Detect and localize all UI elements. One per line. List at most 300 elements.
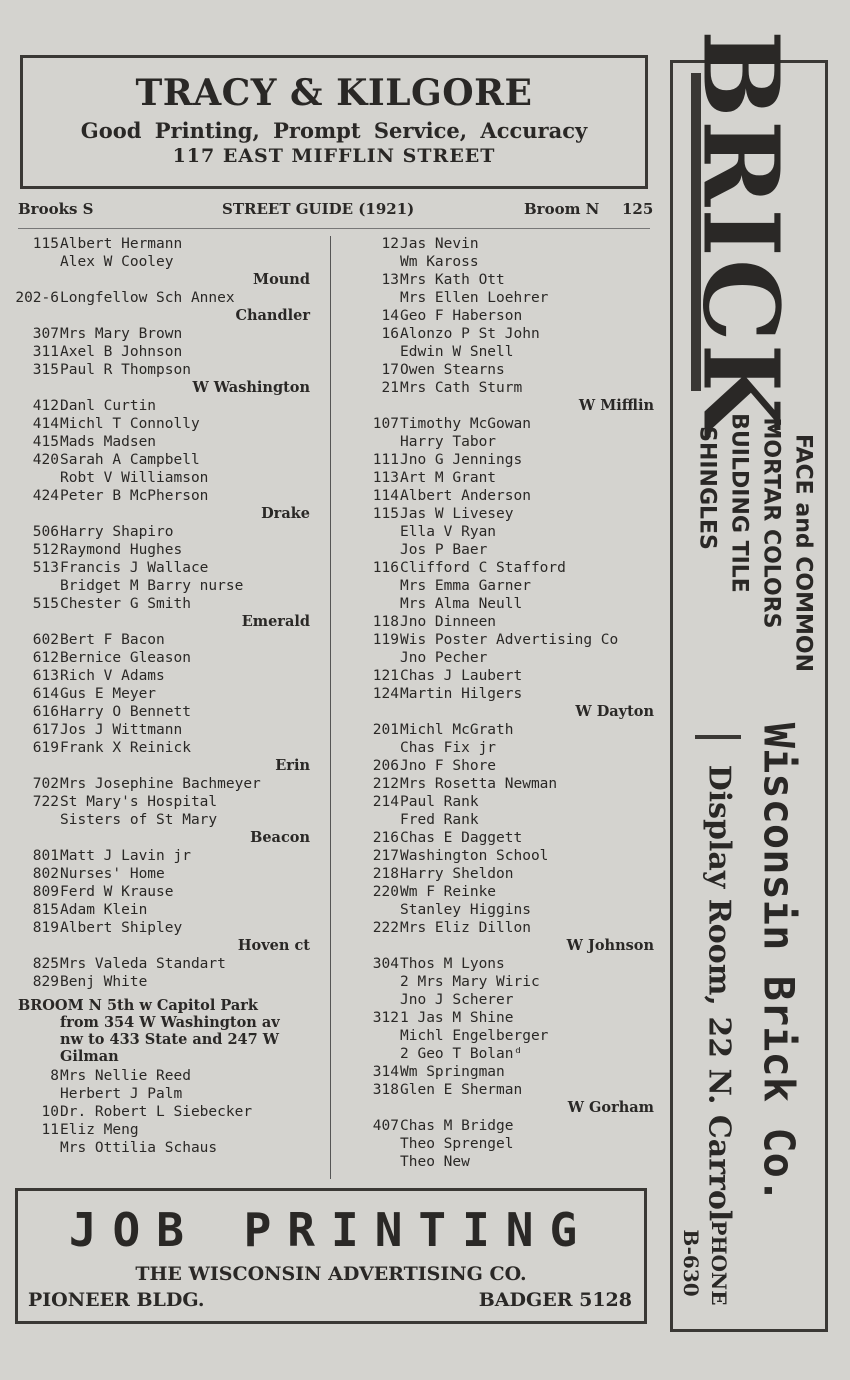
directory-row <box>14 955 310 973</box>
left-list <box>14 235 310 991</box>
directory-row <box>354 757 654 775</box>
directory-row <box>354 235 654 253</box>
resident-name: Wm Kaross <box>400 254 479 270</box>
directory-row <box>354 541 654 559</box>
house-number: 304 <box>372 956 399 972</box>
resident-name: Danl Curtin <box>60 398 157 414</box>
directory-row <box>354 523 654 541</box>
resident-name: Mrs Emma Garner <box>400 578 531 594</box>
house-number: 415 <box>32 434 59 450</box>
resident-name: Ella V Ryan <box>400 524 497 540</box>
resident-name: Sisters of St Mary <box>60 812 218 828</box>
shingles: SHINGLES <box>694 426 720 550</box>
resident-name: 1 Jas M Shine <box>400 1010 514 1026</box>
resident-name: Albert Hermann <box>60 236 183 252</box>
resident-name: Albert Anderson <box>400 488 531 504</box>
directory-row <box>14 775 310 793</box>
directory-row <box>14 1103 310 1121</box>
resident-name: Benj White <box>60 974 148 990</box>
resident-name: Thos M Lyons <box>400 956 505 972</box>
street-heading: Beacon <box>250 829 310 846</box>
house-number: 311 <box>32 344 59 360</box>
broom-entry-line: nw to 433 State and 247 W <box>60 1031 280 1048</box>
directory-row <box>14 1085 310 1103</box>
phone-label: PHONE <box>707 1220 731 1306</box>
brick-heading: BRICK <box>679 29 803 437</box>
resident-name: 2 Mrs Mary Wiric <box>400 974 540 990</box>
house-number: 206 <box>372 758 399 774</box>
directory-row <box>354 721 654 739</box>
house-number: 12 <box>381 236 399 252</box>
house-number <box>354 811 399 829</box>
directory-row <box>14 559 310 577</box>
house-number: 702 <box>32 776 59 792</box>
house-number: 201 <box>372 722 399 738</box>
house-number: 220 <box>372 884 399 900</box>
house-number: 407 <box>372 1118 399 1134</box>
resident-name: Harry O Bennett <box>60 704 191 720</box>
resident-name: Jno G Jennings <box>400 452 523 468</box>
resident-name: Gus E Meyer <box>60 686 157 702</box>
directory-row <box>354 325 654 343</box>
house-number: 111 <box>372 452 399 468</box>
job-printing-ad <box>15 1188 647 1324</box>
house-number: 202-6 <box>15 290 59 306</box>
face-common: FACE and COMMON <box>790 433 816 673</box>
house-number: 819 <box>32 920 59 936</box>
resident-name: Chas Fix jr <box>400 740 497 756</box>
resident-name: Eliz Meng <box>60 1122 139 1138</box>
resident-name: Jos J Wittmann <box>60 722 183 738</box>
street-heading: Mound <box>253 271 310 288</box>
house-number <box>354 1153 399 1171</box>
resident-name: Adam Klein <box>60 902 148 918</box>
directory-row <box>14 811 310 829</box>
street-heading: W Johnson <box>566 937 654 954</box>
house-number: 619 <box>32 740 59 756</box>
resident-name: Bernice Gleason <box>60 650 191 666</box>
resident-name: Owen Stearns <box>400 362 505 378</box>
house-number <box>354 991 399 1009</box>
resident-name: Mrs Ottilia Schaus <box>60 1140 218 1156</box>
directory-row <box>354 901 654 919</box>
directory-row <box>354 1117 654 1135</box>
directory-row <box>14 523 310 541</box>
wisconsin-brick-co: Wisconsin Brick Co. <box>754 722 804 1204</box>
house-number <box>354 289 399 307</box>
resident-name: Jas Nevin <box>400 236 479 252</box>
directory-row <box>14 667 310 685</box>
house-number: 315 <box>32 362 59 378</box>
house-number: 222 <box>372 920 399 936</box>
resident-name: Peter B McPherson <box>60 488 209 504</box>
directory-row <box>14 721 310 739</box>
house-number: 829 <box>32 974 59 990</box>
resident-name: Chas E Daggett <box>400 830 523 846</box>
directory-row <box>354 955 654 973</box>
directory-row <box>354 595 654 613</box>
resident-name: Dr. Robert L Siebecker <box>60 1104 253 1120</box>
house-number: 513 <box>32 560 59 576</box>
resident-name: Jno Pecher <box>400 650 488 666</box>
header-right: Broom N <box>524 200 600 218</box>
header-center: STREET GUIDE (1921) <box>222 200 415 218</box>
street-heading: W Mifflin <box>578 397 654 414</box>
directory-row <box>354 667 654 685</box>
house-number: 515 <box>32 596 59 612</box>
house-number: 314 <box>372 1064 399 1080</box>
directory-row <box>354 253 654 271</box>
house-number <box>354 433 399 451</box>
house-number: 124 <box>372 686 399 702</box>
resident-name: Albert Shipley <box>60 920 183 936</box>
job-printing-title: JOB PRINTING <box>68 1203 594 1257</box>
directory-row <box>354 343 654 361</box>
directory-row <box>354 487 654 505</box>
broom-street-entry <box>14 997 310 1065</box>
directory-row <box>354 505 654 523</box>
house-number <box>354 523 399 541</box>
resident-name: Mrs Eliz Dillon <box>400 920 531 936</box>
house-number <box>354 1027 399 1045</box>
directory-row <box>354 811 654 829</box>
directory-row <box>354 1009 654 1027</box>
resident-name: Matt J Lavin jr <box>60 848 191 864</box>
street-heading: W Dayton <box>575 703 654 720</box>
house-number: 14 <box>381 308 399 324</box>
directory-row <box>354 1045 654 1063</box>
house-number: 801 <box>32 848 59 864</box>
directory-row <box>14 433 310 451</box>
house-number: 424 <box>32 488 59 504</box>
resident-name: Raymond Hughes <box>60 542 183 558</box>
directory-row <box>354 991 654 1009</box>
house-number <box>354 343 399 361</box>
directory-row <box>354 1063 654 1081</box>
display-room: Display Room, 22 N. Carrol <box>701 764 737 1222</box>
ad-title: TRACY & KILGORE <box>135 72 533 114</box>
resident-name: Art M Grant <box>400 470 497 486</box>
house-number: 809 <box>32 884 59 900</box>
directory-row <box>14 487 310 505</box>
house-number <box>354 577 399 595</box>
directory-row <box>14 901 310 919</box>
house-number: 10 <box>41 1104 59 1120</box>
directory-row <box>14 631 310 649</box>
directory-row <box>14 361 310 379</box>
house-number <box>354 253 399 271</box>
mortar-colors: MORTAR COLORS <box>758 417 784 629</box>
house-number <box>354 973 399 991</box>
house-number: 8 <box>50 1068 59 1084</box>
house-number: 612 <box>32 650 59 666</box>
resident-name: Mrs Valeda Standart <box>60 956 226 972</box>
house-number: 815 <box>32 902 59 918</box>
directory-row <box>14 739 310 757</box>
directory-row <box>354 793 654 811</box>
house-number: 217 <box>372 848 399 864</box>
resident-name: Theo Sprengel <box>400 1136 514 1152</box>
directory-row <box>354 559 654 577</box>
resident-name: Jas W Livesey <box>400 506 514 522</box>
house-number <box>354 901 399 919</box>
resident-name: Jno F Shore <box>400 758 497 774</box>
resident-name: Bridget M Barry nurse <box>60 578 244 594</box>
street-heading: W Washington <box>192 379 310 396</box>
house-number: 116 <box>372 560 399 576</box>
resident-name: Mrs Nellie Reed <box>60 1068 191 1084</box>
directory-row <box>354 613 654 631</box>
directory-row <box>354 289 654 307</box>
house-number: 307 <box>32 326 59 342</box>
advertising-company: THE WISCONSIN ADVERTISING CO. <box>135 1263 527 1285</box>
resident-name: Martin Hilgers <box>400 686 523 702</box>
resident-name: Washington School <box>400 848 549 864</box>
house-number: 113 <box>372 470 399 486</box>
house-number: 216 <box>372 830 399 846</box>
badger-phone: BADGER 5128 <box>478 1289 632 1311</box>
resident-name: Chester G Smith <box>60 596 191 612</box>
resident-name: Mads Madsen <box>60 434 157 450</box>
directory-row <box>14 865 310 883</box>
directory-row <box>354 631 654 649</box>
house-number <box>354 739 399 757</box>
house-number <box>14 469 59 487</box>
house-number: 107 <box>372 416 399 432</box>
directory-row <box>354 469 654 487</box>
directory-row <box>14 451 310 469</box>
directory-row <box>14 847 310 865</box>
directory-row <box>14 469 310 487</box>
house-number: 114 <box>372 488 399 504</box>
house-number: 115 <box>372 506 399 522</box>
house-number: 412 <box>32 398 59 414</box>
directory-row <box>354 973 654 991</box>
column-divider <box>330 236 331 1179</box>
header-left: Brooks S <box>18 200 94 218</box>
street-heading: Emerald <box>241 613 310 630</box>
street-heading: Hoven ct <box>237 937 310 954</box>
directory-row <box>354 451 654 469</box>
directory-row <box>354 1153 654 1171</box>
wisconsin-brick-ad <box>670 29 828 1332</box>
resident-name: Sarah A Campbell <box>60 452 200 468</box>
house-number: 118 <box>372 614 399 630</box>
resident-name: Paul Rank <box>400 794 479 810</box>
directory-row <box>354 1027 654 1045</box>
resident-name: Robt V Williamson <box>60 470 209 486</box>
directory-row <box>14 1139 310 1157</box>
directory-row <box>354 829 654 847</box>
resident-name: Nurses' Home <box>60 866 165 882</box>
resident-name: St Mary's Hospital <box>60 794 218 810</box>
resident-name: Geo F Haberson <box>400 308 523 324</box>
directory-row <box>354 577 654 595</box>
house-number: 802 <box>32 866 59 882</box>
resident-name: Fred Rank <box>400 812 479 828</box>
house-number: 212 <box>372 776 399 792</box>
resident-name: Mrs Ellen Loehrer <box>400 290 549 306</box>
house-number: 218 <box>372 866 399 882</box>
street-heading: Erin <box>275 757 310 774</box>
directory-row <box>14 793 310 811</box>
directory-row <box>354 379 654 397</box>
left-column <box>14 235 310 1157</box>
directory-row <box>14 1121 310 1139</box>
house-number: 613 <box>32 668 59 684</box>
resident-name: Mrs Rosetta Newman <box>400 776 558 792</box>
house-number: 11 <box>41 1122 59 1138</box>
directory-row <box>14 595 310 613</box>
directory-row <box>14 289 310 307</box>
directory-row <box>354 649 654 667</box>
street-heading: W Gorham <box>567 1099 654 1116</box>
right-column <box>354 235 654 1171</box>
house-number: 21 <box>381 380 399 396</box>
house-number: 17 <box>381 362 399 378</box>
street-heading: Drake <box>261 505 310 522</box>
directory-row <box>14 1067 310 1085</box>
resident-name: Michl McGrath <box>400 722 514 738</box>
resident-name: Rich V Adams <box>60 668 165 684</box>
resident-name: Ferd W Krause <box>60 884 174 900</box>
house-number: 119 <box>372 632 399 648</box>
directory-row <box>14 649 310 667</box>
directory-row <box>354 433 654 451</box>
directory-row <box>354 685 654 703</box>
directory-row <box>14 883 310 901</box>
resident-name: Timothy McGowan <box>400 416 531 432</box>
house-number: 722 <box>32 794 59 810</box>
house-number: 602 <box>32 632 59 648</box>
house-number <box>354 595 399 613</box>
resident-name: Chas M Bridge <box>400 1118 514 1134</box>
resident-name: Herbert J Palm <box>60 1086 183 1102</box>
house-number <box>14 1139 59 1157</box>
resident-name: Stanley Higgins <box>400 902 531 918</box>
directory-row <box>14 415 310 433</box>
directory-row <box>14 577 310 595</box>
directory-row <box>14 253 310 271</box>
directory-row <box>354 739 654 757</box>
directory-row <box>354 1081 654 1099</box>
display-rule <box>695 735 741 739</box>
resident-name: Harry Tabor <box>400 434 497 450</box>
left-list-continued <box>14 1067 310 1157</box>
house-number: 614 <box>32 686 59 702</box>
resident-name: Michl Engelberger <box>400 1028 549 1044</box>
ad-tagline: Good Printing, Prompt Service, Accuracy <box>80 118 588 143</box>
directory-row <box>354 415 654 433</box>
directory-row <box>354 919 654 937</box>
directory-row <box>14 235 310 253</box>
header-rule <box>18 228 650 229</box>
resident-name: Theo New <box>400 1154 470 1170</box>
house-number: 512 <box>32 542 59 558</box>
resident-name: Edwin W Snell <box>400 344 514 360</box>
house-number: 617 <box>32 722 59 738</box>
directory-row <box>14 397 310 415</box>
directory-row <box>354 775 654 793</box>
resident-name: Jno J Scherer <box>400 992 514 1008</box>
resident-name: Frank X Reinick <box>60 740 191 756</box>
building-tile: BUILDING TILE <box>726 413 752 593</box>
resident-name: Clifford C Stafford <box>400 560 566 576</box>
house-number: 616 <box>32 704 59 720</box>
resident-name: Alex W Cooley <box>60 254 174 270</box>
resident-name: Mrs Alma Neull <box>400 596 523 612</box>
house-number <box>14 577 59 595</box>
pioneer-building: PIONEER BLDG. <box>28 1289 205 1311</box>
directory-row <box>354 361 654 379</box>
resident-name: Harry Shapiro <box>60 524 174 540</box>
resident-name: Longfellow Sch Annex <box>60 290 235 306</box>
resident-name: Mrs Mary Brown <box>60 326 183 342</box>
resident-name: Jno Dinneen <box>400 614 497 630</box>
house-number: 312 <box>372 1010 399 1026</box>
house-number <box>354 541 399 559</box>
house-number <box>14 253 59 271</box>
house-number <box>354 649 399 667</box>
house-number: 214 <box>372 794 399 810</box>
directory-row <box>14 685 310 703</box>
house-number: 420 <box>32 452 59 468</box>
resident-name: Michl T Connolly <box>60 416 200 432</box>
house-number: 115 <box>32 236 59 252</box>
directory-row <box>14 973 310 991</box>
resident-name: Harry Sheldon <box>400 866 514 882</box>
directory-row <box>354 1135 654 1153</box>
directory-row <box>354 307 654 325</box>
directory-row <box>14 541 310 559</box>
house-number: 13 <box>381 272 399 288</box>
house-number: 825 <box>32 956 59 972</box>
house-number: 16 <box>381 326 399 342</box>
resident-name: Glen E Sherman <box>400 1082 523 1098</box>
house-number <box>14 1085 59 1103</box>
directory-row <box>14 325 310 343</box>
page-number: 125 <box>622 200 654 218</box>
resident-name: Mrs Josephine Bachmeyer <box>60 776 261 792</box>
house-number: 414 <box>32 416 59 432</box>
directory-row <box>354 883 654 901</box>
house-number <box>354 1045 399 1063</box>
ad-address: 117 EAST MIFFLIN STREET <box>172 145 496 167</box>
broom-entry-line: from 354 W Washington av <box>60 1014 280 1031</box>
directory-row <box>354 271 654 289</box>
house-number: 121 <box>372 668 399 684</box>
resident-name: Paul R Thompson <box>60 362 191 378</box>
phone-number: B-630 <box>679 1229 703 1297</box>
house-number: 318 <box>372 1082 399 1098</box>
resident-name: Jos P Baer <box>400 542 488 558</box>
broom-entry-line: Gilman <box>60 1048 119 1065</box>
resident-name: Alonzo P St John <box>400 326 540 342</box>
broom-entry-line: BROOM N 5th w Capitol Park <box>18 997 258 1014</box>
resident-name: 2 Geo T Bolanᵈ <box>400 1046 523 1062</box>
house-number <box>14 811 59 829</box>
directory-row <box>354 865 654 883</box>
resident-name: Wm F Reinke <box>400 884 497 900</box>
tracy-kilgore-ad <box>20 55 648 189</box>
house-number <box>354 1135 399 1153</box>
street-heading: Chandler <box>235 307 310 324</box>
resident-name: Mrs Kath Ott <box>400 272 505 288</box>
directory-row <box>14 703 310 721</box>
resident-name: Wm Springman <box>400 1064 505 1080</box>
resident-name: Axel B Johnson <box>60 344 183 360</box>
resident-name: Wis Poster Advertising Co <box>400 632 619 648</box>
